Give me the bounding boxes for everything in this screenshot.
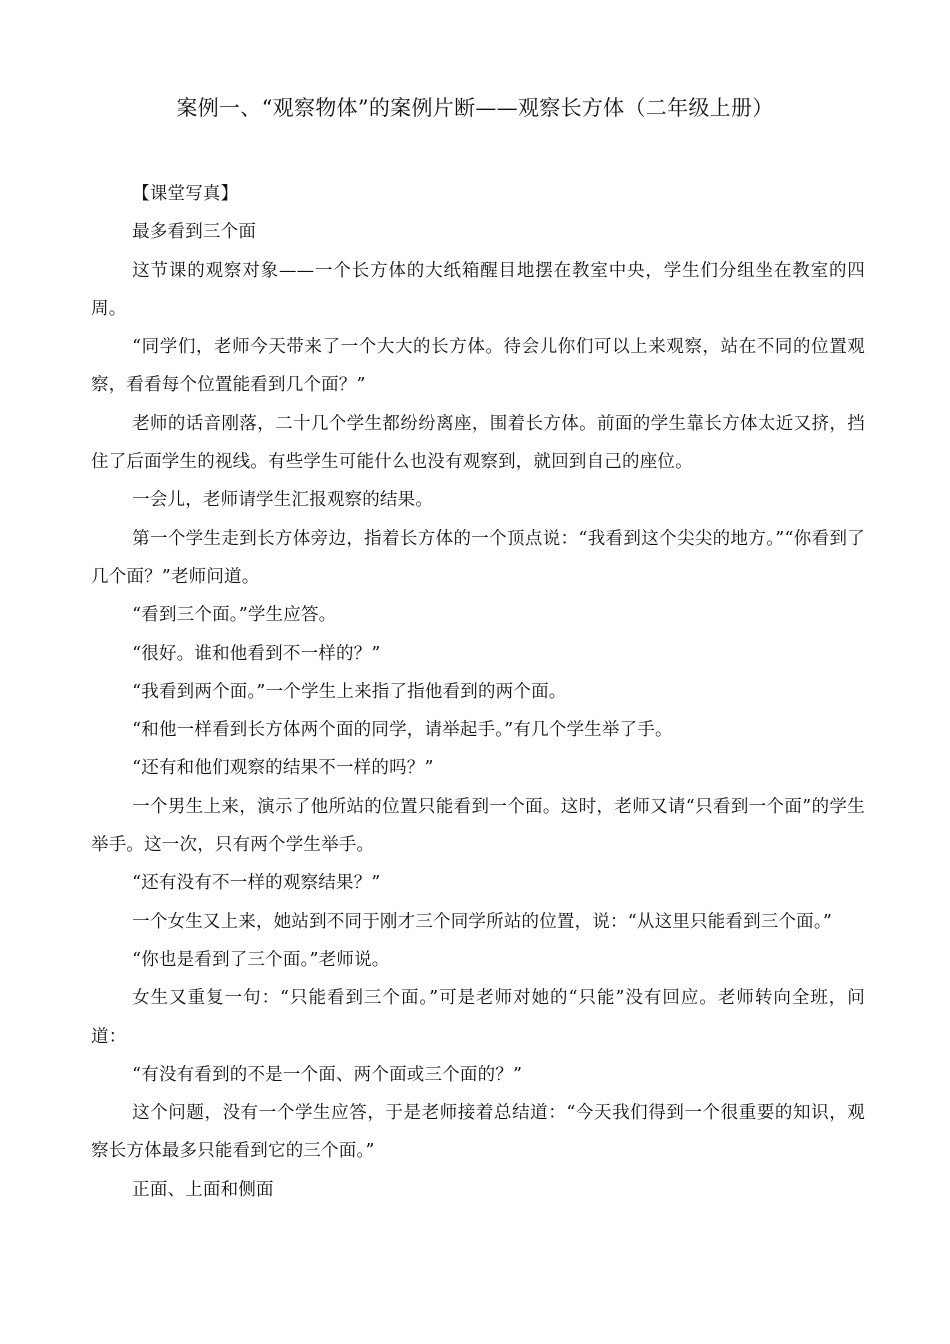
paragraph: “很好。谁和他看到不一样的？” — [132, 643, 381, 664]
paragraph: “还有和他们观察的结果不一样的吗？” — [132, 758, 434, 779]
paragraph: 一个男生上来，演示了他所站的位置只能看到一个面。这时，老师又请“只看到一个面”的学生举手。这一次，只有两个学生举手。 — [91, 796, 865, 856]
subheading: 最多看到三个面 — [132, 222, 257, 243]
paragraph: “还有没有不一样的观察结果？” — [132, 873, 381, 894]
paragraph: 第一个学生走到长方体旁边，指着长方体的一个顶点说：“我看到这个尖尖的地方。”“你看到了几个面？”老师问道。 — [91, 528, 865, 587]
paragraph: 一个女生又上来，她站到不同于刚才三个同学所站的位置，说：“从这里只能看到三个面。” — [132, 911, 832, 932]
paragraph: “你也是看到了三个面。”老师说。 — [132, 949, 390, 970]
paragraph: 这个问题，没有一个学生应答，于是老师接着总结道：“今天我们得到一个很重要的知识，观察长方体最多只能看到它的三个面。” — [91, 1103, 865, 1162]
document-body — [91, 175, 865, 1209]
paragraph: 老师的话音刚落，二十几个学生都纷纷离座，围着长方体。前面的学生靠长方体太近又挤，挡住了后面学生的视线。有些学生可能什么也没有观察到，就回到自己的座位。 — [91, 413, 865, 473]
document-title: 案例一、“观察物体”的案例片断——观察长方体（二年级上册） — [176, 96, 774, 120]
paragraph: “同学们，老师今天带来了一个大大的长方体。待会儿你们可以上来观察，站在不同的位置观察，看看每个位置能看到几个面？” — [91, 337, 865, 396]
paragraph: 一会儿，老师请学生汇报观察的结果。 — [132, 490, 434, 511]
paragraph: “有没有看到的不是一个面、两个面或三个面的？” — [132, 1064, 523, 1085]
paragraph: “和他一样看到长方体两个面的同学，请举起手。”有几个学生举了手。 — [132, 720, 673, 741]
paragraph: “看到三个面。”学生应答。 — [132, 605, 337, 626]
paragraph: “我看到两个面。”一个学生上来指了指他看到的两个面。 — [132, 681, 567, 702]
paragraph: 这节课的观察对象——一个长方体的大纸箱醒目地摆在教室中央，学生们分组坐在教室的四周。 — [91, 260, 865, 319]
section-heading: 【课堂写真】 — [132, 184, 239, 204]
subheading: 正面、上面和侧面 — [132, 1179, 274, 1200]
paragraph: 女生又重复一句：“只能看到三个面。”可是老师对她的“只能”没有回应。老师转向全班，问道： — [91, 988, 865, 1047]
